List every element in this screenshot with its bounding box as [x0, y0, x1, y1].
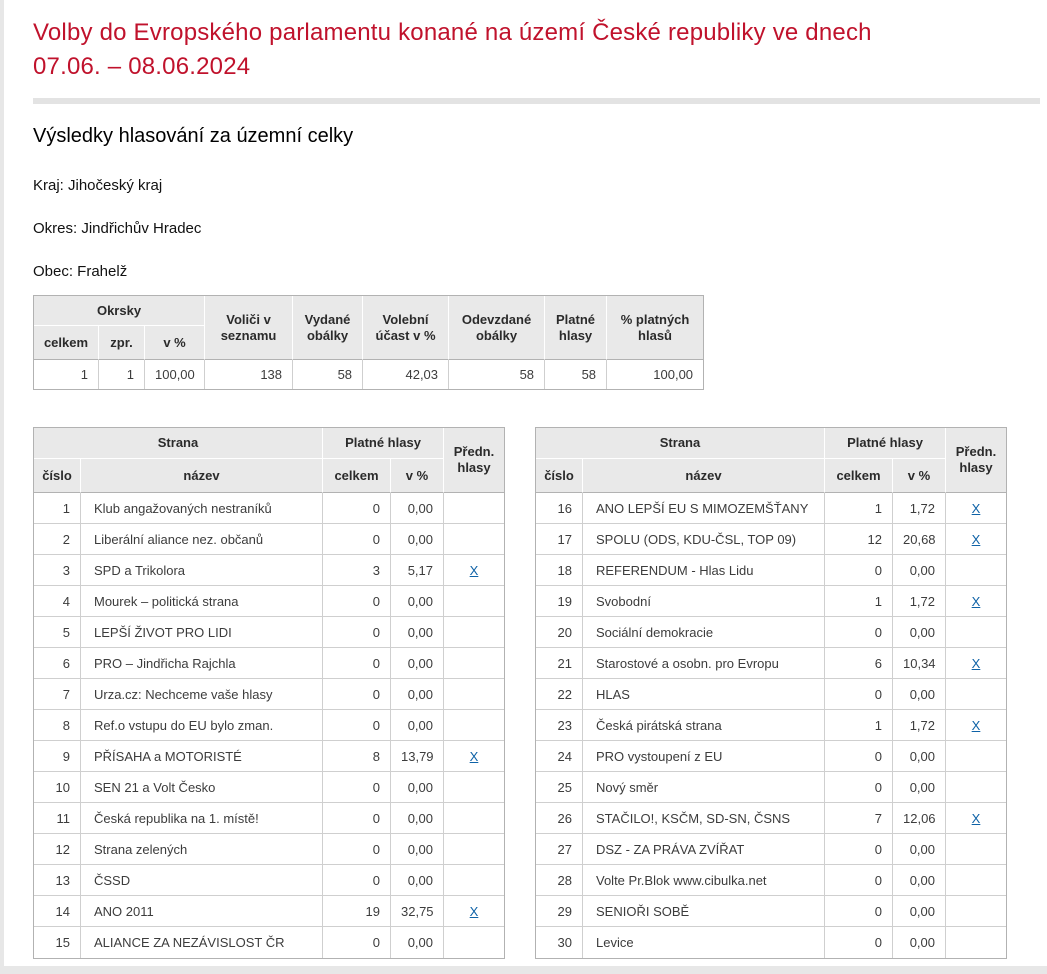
party-votes-percent: 0,00	[893, 865, 946, 896]
party-pref-cell	[946, 772, 1006, 803]
party-pref-cell	[444, 586, 504, 617]
summary-vydane-obalky: 58	[293, 360, 363, 389]
party-votes-total: 0	[323, 648, 391, 679]
party-name: SPOLU (ODS, KDU-ČSL, TOP 09)	[583, 524, 825, 555]
party-name: Klub angažovaných nestraníků	[81, 493, 323, 524]
col-header-strana: Strana	[34, 428, 323, 459]
party-name: PRO – Jindřicha Rajchla	[81, 648, 323, 679]
party-name: Volte Pr.Blok www.cibulka.net	[583, 865, 825, 896]
party-votes-percent: 0,00	[893, 555, 946, 586]
party-votes-percent: 0,00	[391, 493, 444, 524]
col-header-celkem: celkem	[825, 459, 893, 493]
party-row	[536, 896, 1006, 927]
party-pref-cell	[946, 555, 1006, 586]
party-pref-cell	[444, 865, 504, 896]
party-row	[536, 834, 1006, 865]
party-votes-total: 0	[825, 927, 893, 958]
party-votes-total: 1	[825, 710, 893, 741]
party-name: SENIOŘI SOBĚ	[583, 896, 825, 927]
party-number: 28	[536, 865, 583, 896]
col-header-cislo: číslo	[536, 459, 583, 493]
party-name: REFERENDUM - Hlas Lidu	[583, 555, 825, 586]
party-name: Ref.o vstupu do EU bylo zman.	[81, 710, 323, 741]
turnout-summary-table	[33, 295, 704, 390]
party-row	[34, 524, 504, 555]
party-votes-total: 0	[323, 772, 391, 803]
party-name: Mourek – politická strana	[81, 586, 323, 617]
party-number: 10	[34, 772, 81, 803]
party-name: Strana zelených	[81, 834, 323, 865]
party-row	[536, 927, 1006, 958]
party-row	[536, 803, 1006, 834]
party-number: 15	[34, 927, 81, 958]
party-pref-cell	[444, 927, 504, 958]
page-title	[33, 16, 1040, 84]
party-pref-cell	[444, 555, 504, 586]
party-votes-total: 0	[323, 679, 391, 710]
party-number: 20	[536, 617, 583, 648]
party-row	[34, 865, 504, 896]
party-row	[536, 617, 1006, 648]
party-votes-total: 0	[825, 679, 893, 710]
party-votes-percent: 0,00	[893, 617, 946, 648]
col-header-celkem: celkem	[323, 459, 391, 493]
party-name: Urza.cz: Nechceme vaše hlasy	[81, 679, 323, 710]
party-number: 4	[34, 586, 81, 617]
party-pref-cell	[946, 679, 1006, 710]
party-votes-percent: 12,06	[893, 803, 946, 834]
party-number: 16	[536, 493, 583, 524]
party-row	[34, 648, 504, 679]
party-number: 12	[34, 834, 81, 865]
party-name: ALIANCE ZA NEZÁVISLOST ČR	[81, 927, 323, 958]
party-votes-percent: 0,00	[893, 927, 946, 958]
party-name: PŘÍSAHA a MOTORISTÉ	[81, 741, 323, 772]
party-pref-cell	[444, 617, 504, 648]
party-votes-total: 12	[825, 524, 893, 555]
party-number: 14	[34, 896, 81, 927]
col-header-platne-hlasy: Platné hlasy	[545, 296, 607, 360]
party-votes-percent: 0,00	[893, 896, 946, 927]
summary-row	[34, 360, 703, 389]
preferential-votes-link[interactable]: X	[971, 531, 981, 547]
party-row	[34, 710, 504, 741]
party-name: Česká republika na 1. místě!	[81, 803, 323, 834]
party-number: 2	[34, 524, 81, 555]
party-pref-cell	[444, 710, 504, 741]
preferential-votes-link[interactable]: X	[971, 717, 981, 733]
party-votes-percent: 32,75	[391, 896, 444, 927]
col-header-volici: Voliči v seznamu	[205, 296, 293, 360]
party-votes-percent: 1,72	[893, 493, 946, 524]
party-name: Sociální demokracie	[583, 617, 825, 648]
party-name: ČSSD	[81, 865, 323, 896]
party-votes-percent: 13,79	[391, 741, 444, 772]
party-number: 27	[536, 834, 583, 865]
col-header-predn-hlasy: Předn. hlasy	[946, 428, 1006, 493]
col-header-okrsky-celkem: celkem	[34, 326, 99, 360]
page-title-line2: 07.06. – 08.06.2024	[33, 53, 251, 80]
party-row	[34, 617, 504, 648]
region-obec: Obec: Frahelž	[33, 263, 128, 280]
party-name: LEPŠÍ ŽIVOT PRO LIDI	[81, 617, 323, 648]
party-pref-cell	[946, 710, 1006, 741]
summary-ucast: 42,03	[363, 360, 449, 389]
party-pref-cell	[946, 524, 1006, 555]
col-header-nazev: název	[81, 459, 323, 493]
preferential-votes-link[interactable]: X	[469, 562, 479, 578]
party-votes-percent: 1,72	[893, 710, 946, 741]
party-pref-cell	[946, 927, 1006, 958]
party-votes-percent: 0,00	[893, 741, 946, 772]
party-votes-total: 0	[825, 834, 893, 865]
party-number: 3	[34, 555, 81, 586]
party-row	[34, 803, 504, 834]
col-header-cislo: číslo	[34, 459, 81, 493]
results-subtitle: Výsledky hlasování za územní celky	[33, 125, 354, 147]
party-number: 11	[34, 803, 81, 834]
party-votes-total: 0	[323, 834, 391, 865]
party-name: Svobodní	[583, 586, 825, 617]
party-votes-total: 0	[323, 865, 391, 896]
summary-okrsky-celkem: 1	[34, 360, 99, 389]
party-pref-cell	[946, 617, 1006, 648]
party-number: 21	[536, 648, 583, 679]
party-votes-percent: 0,00	[391, 772, 444, 803]
party-pref-cell	[444, 772, 504, 803]
party-pref-cell	[444, 834, 504, 865]
party-number: 18	[536, 555, 583, 586]
party-number: 24	[536, 741, 583, 772]
party-name: SPD a Trikolora	[81, 555, 323, 586]
party-votes-percent: 0,00	[391, 803, 444, 834]
party-pref-cell	[946, 493, 1006, 524]
party-number: 26	[536, 803, 583, 834]
party-number: 8	[34, 710, 81, 741]
party-votes-percent: 0,00	[391, 679, 444, 710]
header-divider	[33, 98, 1040, 104]
party-name: Starostové a osobn. pro Evropu	[583, 648, 825, 679]
party-tables	[33, 412, 1040, 959]
party-number: 5	[34, 617, 81, 648]
party-row	[34, 555, 504, 586]
party-pref-cell	[946, 648, 1006, 679]
party-row	[34, 772, 504, 803]
col-header-vpct: v %	[391, 459, 444, 493]
party-pref-cell	[444, 524, 504, 555]
party-table-left	[33, 427, 505, 959]
party-name: Nový směr	[583, 772, 825, 803]
col-header-ucast: Volební účast v %	[363, 296, 449, 360]
party-votes-total: 6	[825, 648, 893, 679]
party-number: 23	[536, 710, 583, 741]
summary-okrsky-vpct: 100,00	[145, 360, 205, 389]
preferential-votes-link[interactable]: X	[469, 903, 479, 919]
page-title-line1: Volby do Evropského parlamentu konané na území České republiky ve dnech	[33, 19, 872, 46]
party-row	[34, 493, 504, 524]
col-header-pct-platnych: % platných hlasů	[607, 296, 703, 360]
party-name: ANO 2011	[81, 896, 323, 927]
party-row	[34, 896, 504, 927]
party-pref-cell	[444, 803, 504, 834]
party-votes-total: 0	[323, 586, 391, 617]
party-votes-total: 0	[323, 803, 391, 834]
party-votes-percent: 20,68	[893, 524, 946, 555]
col-header-platne-hlasy: Platné hlasy	[825, 428, 946, 459]
party-votes-total: 1	[825, 586, 893, 617]
party-votes-percent: 1,72	[893, 586, 946, 617]
party-votes-total: 0	[323, 927, 391, 958]
party-votes-total: 0	[323, 710, 391, 741]
party-name: DSZ - ZA PRÁVA ZVÍŘAT	[583, 834, 825, 865]
party-votes-percent: 0,00	[391, 710, 444, 741]
region-kraj: Kraj: Jihočeský kraj	[33, 177, 163, 194]
party-votes-percent: 0,00	[391, 865, 444, 896]
party-votes-percent: 0,00	[391, 927, 444, 958]
party-votes-percent: 0,00	[391, 617, 444, 648]
col-header-vydane-obalky: Vydané obálky	[293, 296, 363, 360]
col-header-vpct: v %	[893, 459, 946, 493]
party-votes-total: 0	[825, 865, 893, 896]
party-name: ANO LEPŠÍ EU S MIMOZEMŠŤANY	[583, 493, 825, 524]
party-number: 1	[34, 493, 81, 524]
party-votes-total: 0	[825, 741, 893, 772]
preferential-votes-link[interactable]: X	[971, 500, 981, 516]
party-votes-total: 8	[323, 741, 391, 772]
party-pref-cell	[444, 896, 504, 927]
party-votes-total: 0	[323, 493, 391, 524]
party-votes-total: 3	[323, 555, 391, 586]
party-pref-cell	[946, 741, 1006, 772]
party-votes-percent: 0,00	[391, 524, 444, 555]
party-number: 19	[536, 586, 583, 617]
party-row	[536, 710, 1006, 741]
party-name: Liberální aliance nez. občanů	[81, 524, 323, 555]
party-votes-total: 0	[323, 617, 391, 648]
party-votes-total: 0	[825, 772, 893, 803]
party-pref-cell	[946, 586, 1006, 617]
party-row	[34, 741, 504, 772]
party-name: STAČILO!, KSČM, SD-SN, ČSNS	[583, 803, 825, 834]
party-votes-percent: 0,00	[391, 586, 444, 617]
party-pref-cell	[946, 834, 1006, 865]
party-votes-total: 0	[825, 555, 893, 586]
party-name: HLAS	[583, 679, 825, 710]
party-row	[536, 772, 1006, 803]
party-votes-total: 7	[825, 803, 893, 834]
party-name: PRO vystoupení z EU	[583, 741, 825, 772]
party-votes-total: 1	[825, 493, 893, 524]
page-bottom-gutter	[0, 966, 1047, 974]
party-pref-cell	[946, 896, 1006, 927]
party-votes-percent: 10,34	[893, 648, 946, 679]
col-header-strana: Strana	[536, 428, 825, 459]
party-votes-total: 0	[825, 617, 893, 648]
party-number: 25	[536, 772, 583, 803]
party-votes-total: 0	[825, 896, 893, 927]
summary-pct-platnych: 100,00	[607, 360, 703, 389]
party-row	[34, 927, 504, 958]
party-votes-percent: 0,00	[893, 772, 946, 803]
col-header-predn-hlasy: Předn. hlasy	[444, 428, 504, 493]
party-row	[536, 648, 1006, 679]
party-number: 22	[536, 679, 583, 710]
party-votes-percent: 5,17	[391, 555, 444, 586]
party-pref-cell	[444, 648, 504, 679]
col-header-nazev: název	[583, 459, 825, 493]
party-number: 6	[34, 648, 81, 679]
party-votes-percent: 0,00	[893, 834, 946, 865]
preferential-votes-link[interactable]: X	[971, 810, 981, 826]
party-row	[34, 586, 504, 617]
party-row	[536, 865, 1006, 896]
col-header-odevzdane-obalky: Odevzdané obálky	[449, 296, 545, 360]
party-pref-cell	[444, 741, 504, 772]
party-votes-percent: 0,00	[391, 648, 444, 679]
party-number: 13	[34, 865, 81, 896]
summary-volici: 138	[205, 360, 293, 389]
party-row	[536, 493, 1006, 524]
party-votes-percent: 0,00	[391, 834, 444, 865]
party-votes-percent: 0,00	[893, 679, 946, 710]
col-header-okrsky-vpct: v %	[145, 326, 205, 360]
party-name: Levice	[583, 927, 825, 958]
col-header-okrsky: Okrsky	[34, 296, 205, 326]
party-number: 29	[536, 896, 583, 927]
party-number: 30	[536, 927, 583, 958]
party-row	[536, 524, 1006, 555]
col-header-platne-hlasy: Platné hlasy	[323, 428, 444, 459]
summary-okrsky-zpr: 1	[99, 360, 145, 389]
party-pref-cell	[946, 865, 1006, 896]
preferential-votes-link[interactable]: X	[971, 655, 981, 671]
party-row	[536, 586, 1006, 617]
party-table-right	[535, 427, 1007, 959]
summary-platne-hlasy: 58	[545, 360, 607, 389]
party-votes-total: 19	[323, 896, 391, 927]
region-okres: Okres: Jindřichův Hradec	[33, 220, 202, 237]
summary-odevzdane-obalky: 58	[449, 360, 545, 389]
party-number: 9	[34, 741, 81, 772]
party-pref-cell	[444, 679, 504, 710]
preferential-votes-link[interactable]: X	[469, 748, 479, 764]
party-row	[536, 679, 1006, 710]
party-number: 7	[34, 679, 81, 710]
party-pref-cell	[946, 803, 1006, 834]
party-row	[34, 834, 504, 865]
party-name: SEN 21 a Volt Česko	[81, 772, 323, 803]
party-row	[536, 555, 1006, 586]
party-name: Česká pirátská strana	[583, 710, 825, 741]
party-votes-total: 0	[323, 524, 391, 555]
party-number: 17	[536, 524, 583, 555]
party-pref-cell	[444, 493, 504, 524]
col-header-okrsky-zpr: zpr.	[99, 326, 145, 360]
preferential-votes-link[interactable]: X	[971, 593, 981, 609]
page-left-gutter	[0, 0, 4, 974]
party-row	[34, 679, 504, 710]
party-row	[536, 741, 1006, 772]
